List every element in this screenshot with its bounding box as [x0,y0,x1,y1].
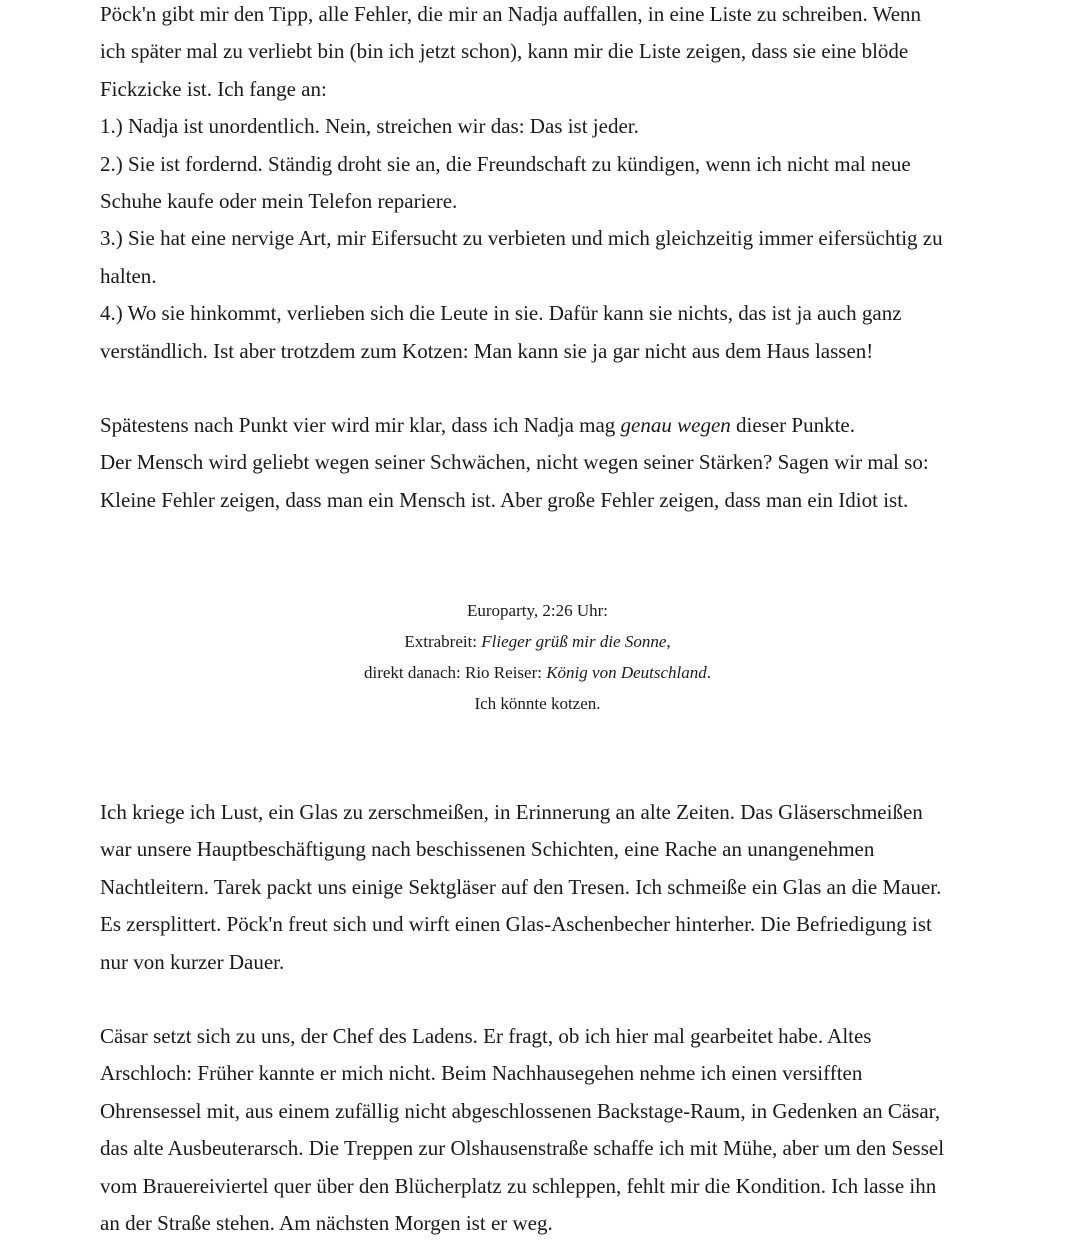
text-line: Kleine Fehler zeigen, dass man ein Mensch ist. Aber große Fehler zeigen, dass man ein Idiot ist. [100,487,909,512]
text-line: Pöck'n gibt mir den Tipp, alle Fehler, die mir an Nadja auffallen, in eine Liste zu schreiben. Wenn [100,2,922,26]
text-fragment: dieser Punkte. [730,413,856,437]
text-fragment: . [706,663,712,682]
paragraph-glaeser [100,794,980,981]
text-line: Der Mensch wird geliebt wegen seiner Schwächen, nicht wegen seiner Stärken? Sagen wir mal so: [100,450,929,475]
text-line: Fickzicke ist. Ich fange an: [100,76,327,101]
text-fragment: , [666,632,671,651]
text-line: Arschloch: Früher kannte er mich nicht. Beim Nachhausegehen nehme ich einen versifften [100,1061,863,1086]
text-line [100,407,980,444]
text-line: verständlich. Ist aber trotzdem zum Kotzen: Man kann sie ja gar nicht aus dem Haus lassen! [100,338,874,363]
list-item-1: 1.) Nadja ist unordentlich. Nein, streichen wir das: Das ist jeder. [100,114,639,139]
emphasis: genau wegen [620,413,731,437]
text-fragment: Extrabreit: [404,632,482,651]
text-line: an der Straße stehen. Am nächsten Morgen ist er weg. [100,1211,553,1236]
text-line: Schuhe kaufe oder mein Telefon repariere. [100,189,458,214]
text-line: das alte Ausbeuterarsch. Die Treppen zur Olshausenstraße schaffe ich mit Mühe, aber um den Sessel [100,1136,945,1161]
list-item-3: 3.) Sie hat eine nervige Art, mir Eifersucht zu verbieten und mich gleichzeitig immer eifersüchtig zu [100,226,943,251]
text-line: ich später mal zu verliebt bin (bin ich jetzt schon), kann mir die Liste zeigen, dass sie eine blöde [100,39,909,64]
text-fragment: direkt danach: Rio Reiser: [363,663,547,682]
song-title: Flieger grüß mir die Sonne [481,632,667,651]
interlude-comment: Ich könnte kotzen. [474,694,601,713]
interlude-song-1 [100,626,975,657]
song-title: König von Deutschland [546,663,707,682]
interlude-block [100,595,975,719]
text-fragment: Spätestens nach Punkt vier wird mir klar, dass ich Nadja mag [100,413,621,437]
text-line: Ohrensessel mit, aus einem zufällig nicht abgeschlossenen Backstage-Raum, in Gedenken an Cäsar, [100,1098,941,1123]
text-line: vom Brauereiviertel quer über den Blücherplatz zu schleppen, fehlt mir die Kondition. Ich lasse ihn [100,1173,937,1198]
paragraph-caesar [100,1018,980,1242]
list-item-4: 4.) Wo sie hinkommt, verlieben sich die Leute in sie. Dafür kann sie nichts, das ist ja auch ganz [100,301,902,326]
text-line: Ich kriege ich Lust, ein Glas zu zerschmeißen, in Erinnerung an alte Zeiten. Das Gläserschmeißen [100,800,923,824]
text-line: halten. [100,263,157,288]
text-line: Cäsar setzt sich zu uns, der Chef des Ladens. Er fragt, ob ich hier mal gearbeitet habe. Altes [100,1024,872,1048]
text-line: war unsere Hauptbeschäftigung nach beschissenen Schichten, eine Rache an unangenehmen [100,837,875,862]
text-line: nur von kurzer Dauer. [100,949,285,974]
paragraph-schwaechen [100,407,980,519]
interlude-song-2 [100,657,975,688]
interlude-time: Europarty, 2:26 Uhr: [466,601,608,620]
paragraph-fehlerliste [100,0,980,370]
text-line: Nachtleitern. Tarek packt uns einige Sektgläser auf den Tresen. Ich schmeiße ein Glas an die Mauer. [100,874,942,899]
text-line: Es zersplittert. Pöck'n freut sich und wirft einen Glas-Aschenbecher hinterher. Die Befriedigung ist [100,912,932,937]
list-item-2: 2.) Sie ist fordernd. Ständig droht sie an, die Freundschaft zu kündigen, wenn ich nicht mal neue [100,151,911,176]
